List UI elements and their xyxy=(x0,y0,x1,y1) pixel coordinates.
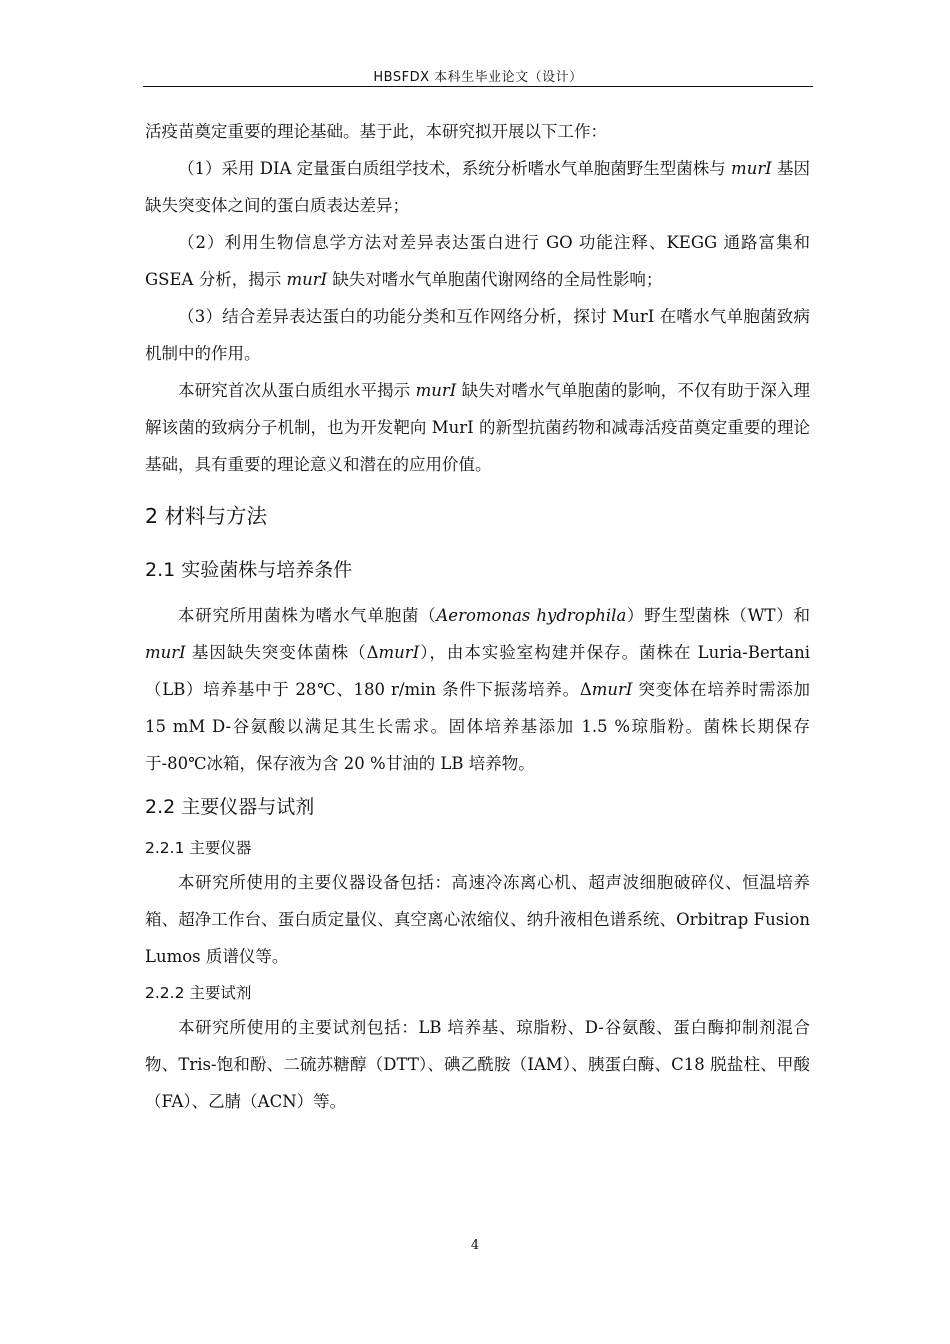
intro-continuation: 活疫苗奠定重要的理论基础。基于此，本研究拟开展以下工作： xyxy=(145,122,607,141)
strains-paragraph xyxy=(145,597,810,782)
section-2-2-1-heading: 2.2.1 主要仪器 xyxy=(145,839,252,857)
gene-name: murI xyxy=(286,270,328,289)
document-body xyxy=(145,113,810,1120)
significance-text-a: 本研究首次从蛋白质组水平揭示 xyxy=(178,381,416,400)
significance-paragraph xyxy=(145,372,810,483)
work-item-1-text-b: 基因缺失突变体之间的蛋白质表达差异； xyxy=(145,159,810,215)
gene-name: murI xyxy=(731,159,772,178)
strains-text-3: 基因缺失突变体菌株（Δ xyxy=(185,643,379,662)
gene-name: murI xyxy=(415,381,457,400)
instruments-paragraph: 本研究所使用的主要仪器设备包括：高速冷冻离心机、超声波细胞破碎仪、恒温培养箱、超净工作台、蛋白质定量仪、真空离心浓缩仪、纳升液相色谱系统、Orbitrap Fusion Lumos 质谱仪等。 xyxy=(145,873,810,966)
gene-name: murI xyxy=(591,680,633,699)
section-2-1-heading: 2.1 实验菌株与培养条件 xyxy=(145,559,353,581)
significance-text-b: 缺失对嗜水气单胞菌的影响，不仅有助于深入理解该菌的致病分子机制，也为开发靶向 MurI 的新型抗菌药物和减毒活疫苗奠定重要的理论基础，具有重要的理论意义和潜在的应用价值。 xyxy=(145,381,811,474)
page-header: HBSFDX 本科生毕业论文（设计） xyxy=(373,70,583,85)
reagents-paragraph: 本研究所使用的主要试剂包括：LB 培养基、琼脂粉、D-谷氨酸、蛋白酶抑制剂混合物、Tris-饱和酚、二硫苏糖醇（DTT）、碘乙酰胺（IAM）、胰蛋白酶、C18 脱盐柱、甲酸（FA）、乙腈（ACN）等。 xyxy=(145,1018,810,1111)
strains-text-2: ）野生型菌株（WT）和 xyxy=(626,606,811,625)
work-item-2-text-b: 缺失对嗜水气单胞菌代谢网络的全局性影响； xyxy=(327,270,663,289)
strains-text-4: ），由本实验室构建并保存。菌株在 Luria-Bertani（LB）培养基中于 28℃、180 r/min 条件下振荡培养。Δ xyxy=(145,643,810,699)
page-number: 4 xyxy=(470,1238,480,1253)
strains-text-1: 本研究所用菌株为嗜水气单胞菌（ xyxy=(178,606,437,625)
header-rule xyxy=(143,86,813,87)
gene-name: murI xyxy=(378,643,420,662)
strains-text-5: 突变体在培养时需添加 15 mM D-谷氨酸以满足其生长需求。固体培养基添加 1.5 %琼脂粉。菌株长期保存于-80℃冰箱，保存液为含 20 %甘油的 LB 培养物。 xyxy=(145,680,810,773)
section-2-2-heading: 2.2 主要仪器与试剂 xyxy=(145,796,315,818)
gene-name: murI xyxy=(145,643,186,662)
work-item-1-text-a: （1）采用 DIA 定量蛋白质组学技术，系统分析嗜水气单胞菌野生型菌株与 xyxy=(178,159,732,178)
work-item-3: （3）结合差异表达蛋白的功能分类和互作网络分析，探讨 MurI 在嗜水气单胞菌致病机制中的作用。 xyxy=(145,307,810,363)
work-item-1 xyxy=(145,150,810,224)
section-2-heading: 2 材料与方法 xyxy=(145,504,268,528)
work-item-2 xyxy=(145,224,810,298)
species-name: Aeromonas hydrophila xyxy=(436,606,627,625)
work-item-2-text-a: （2）利用生物信息学方法对差异表达蛋白进行 GO 功能注释、KEGG 通路富集和 GSEA 分析，揭示 xyxy=(145,233,810,289)
section-2-2-2-heading: 2.2.2 主要试剂 xyxy=(145,984,252,1002)
